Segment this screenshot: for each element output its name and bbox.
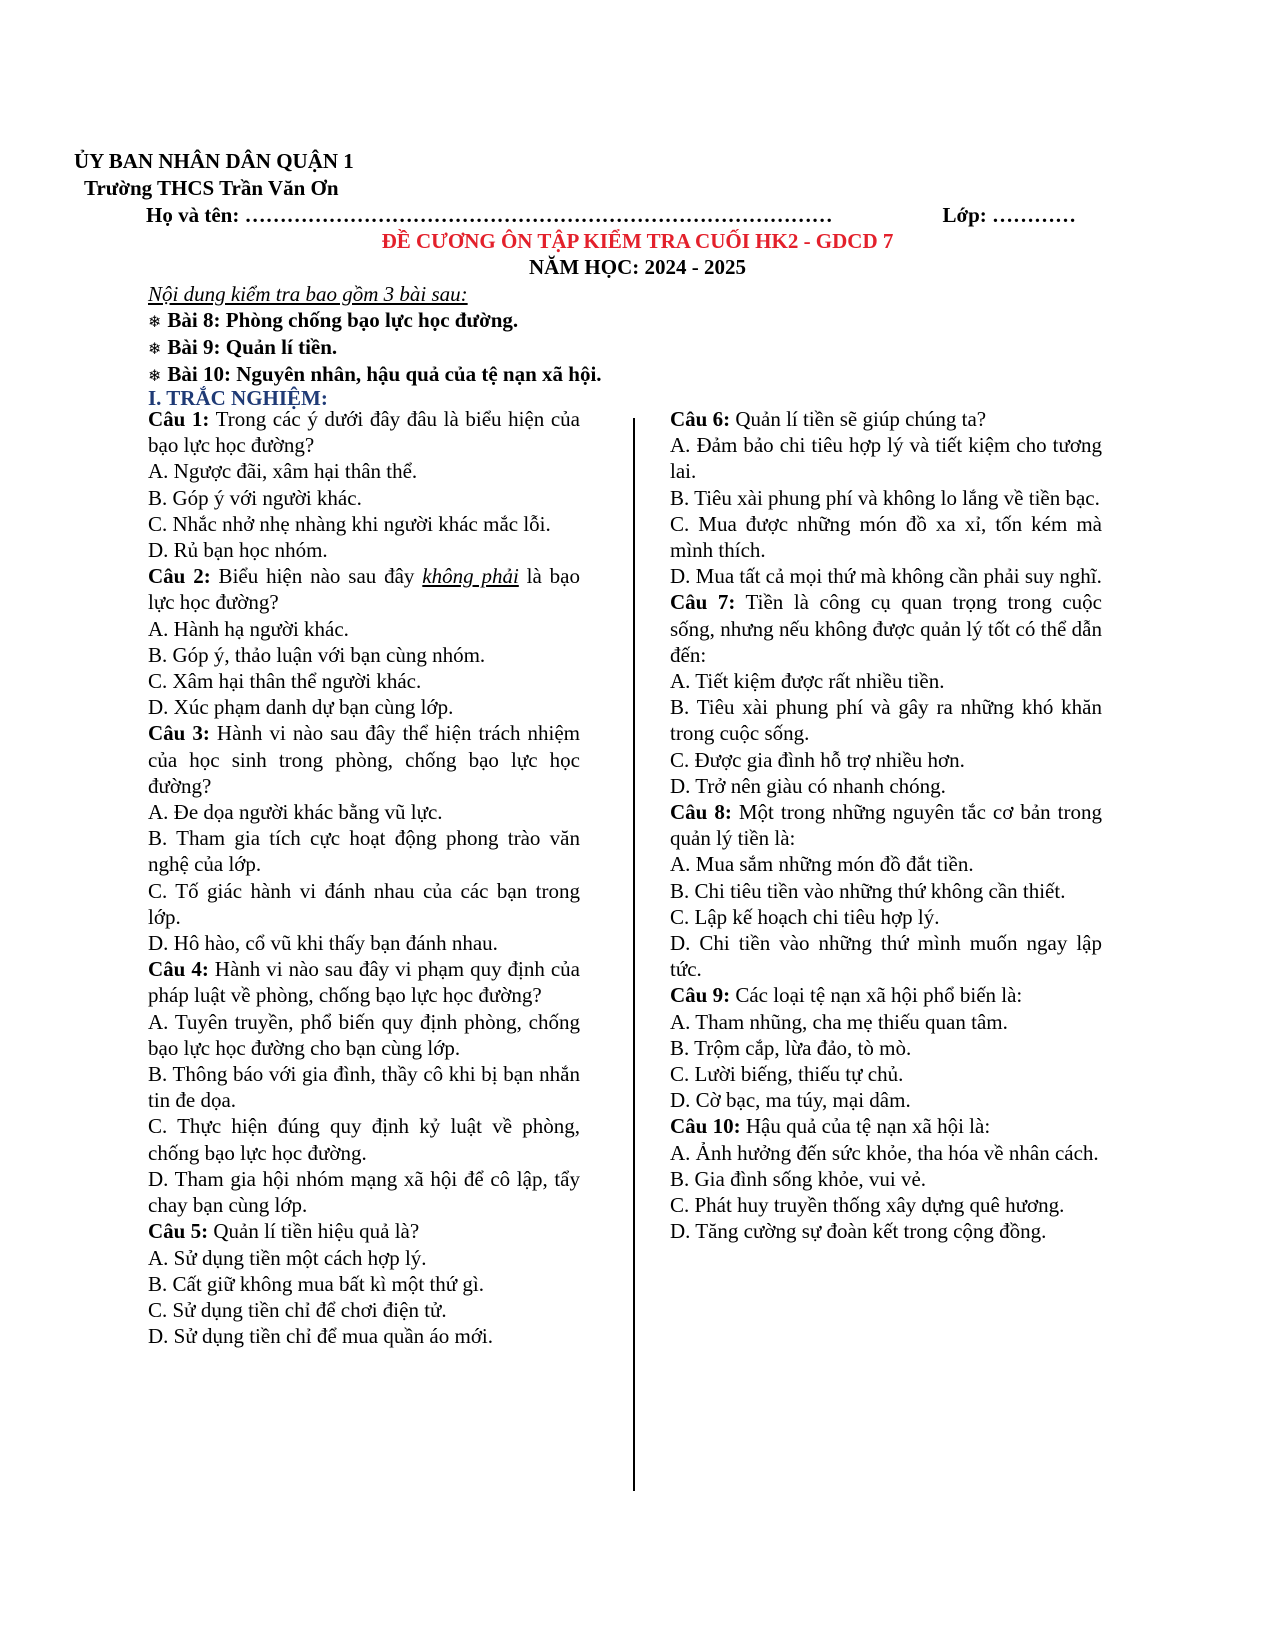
question-label: Câu 6: <box>670 407 731 431</box>
option: C. Xâm hại thân thể người khác. <box>148 669 422 694</box>
option: A. Ảnh hưởng đến sức khỏe, tha hóa về nhân cách. <box>670 1140 1099 1165</box>
question-label: Câu 7: <box>670 590 736 615</box>
option: A. Hành hạ người khác. <box>148 616 349 641</box>
committee-name: ỦY BAN NHÂN DÂN QUẬN 1 <box>74 149 354 173</box>
snowflake-icon: ❄ <box>148 366 162 385</box>
lesson-text: Bài 10: Nguyên nhân, hậu quả của tệ nạn xã hội. <box>167 362 602 386</box>
option: C. Lười biếng, thiếu tự chủ. <box>670 1062 904 1087</box>
question-emphasis: không phải <box>422 564 519 589</box>
question-text: là bạo lực học đường? <box>148 564 581 615</box>
option: C. Thực hiện đúng quy định kỷ luật về phòng, chống bạo lực học đường. <box>148 1114 580 1165</box>
option: B. Góp ý, thảo luận với bạn cùng nhóm. <box>148 642 486 667</box>
question-label: Câu 1: <box>148 407 210 431</box>
option: A. Tuyên truyền, phổ biến quy định phòng, chống bạo lực học đường cho bạn cùng lớp. <box>148 1009 580 1060</box>
option: B. Tiêu xài phung phí và gây ra những khó khăn trong cuộc sống. <box>670 695 1102 746</box>
question-text: Hậu quả của tệ nạn xã hội là: <box>740 1114 991 1139</box>
question-text: Một trong những nguyên tắc cơ bản trong quản lý tiền là: <box>670 800 1103 851</box>
question-5 <box>148 1218 580 1244</box>
question-label: Câu 4: <box>148 957 209 982</box>
option: A. Sử dụng tiền một cách hợp lý. <box>148 1245 427 1270</box>
section-title: I. TRẮC NGHIỆM: <box>148 386 328 410</box>
question-3 <box>148 720 580 799</box>
option: B. Chi tiêu tiền vào những thứ không cần thiết. <box>670 878 1066 903</box>
question-1 <box>148 406 580 458</box>
option: B. Gia đình sống khỏe, vui vẻ. <box>670 1166 927 1191</box>
option: A. Tham nhũng, cha mẹ thiếu quan tâm. <box>670 1009 1008 1034</box>
question-9 <box>670 982 1102 1008</box>
question-7 <box>670 589 1102 668</box>
question-8 <box>670 799 1102 851</box>
option: B. Trộm cắp, lừa đảo, tò mò. <box>670 1035 912 1060</box>
question-label: Câu 10: <box>670 1114 741 1139</box>
question-6 <box>670 406 1102 432</box>
question-2 <box>148 563 580 615</box>
lesson-item <box>148 334 337 362</box>
question-text: Hành vi nào sau đây vi phạm quy định của pháp luật về phòng, chống bạo lực học đường? <box>148 957 581 1008</box>
option: C. Sử dụng tiền chỉ để chơi điện tử. <box>148 1297 447 1322</box>
questions-right-column <box>670 406 1102 1245</box>
option: D. Trở nên giàu có nhanh chóng. <box>670 773 946 798</box>
document-title: ĐỀ CƯƠNG ÔN TẬP KIỂM TRA CUỐI HK2 - GDCD 7 <box>381 229 894 253</box>
question-text: Hành vi nào sau đây thể hiện trách nhiệm của học sinh trong phòng, chống bạo lực học đường? <box>148 721 580 798</box>
question-text: Biểu hiện nào sau đây <box>210 564 423 589</box>
option: C. Được gia đình hỗ trợ nhiều hơn. <box>670 747 965 772</box>
option: D. Xúc phạm danh dự bạn cùng lớp. <box>148 695 454 720</box>
option: B. Tiêu xài phung phí và không lo lắng về tiền bạc. <box>670 485 1100 510</box>
option: C. Tố giác hành vi đánh nhau của các bạn trong lớp. <box>148 878 580 929</box>
option: D. Tăng cường sự đoàn kết trong cộng đồng. <box>670 1219 1047 1244</box>
option: C. Mua được những món đồ xa xỉ, tốn kém mà mình thích. <box>670 511 1102 563</box>
name-label: Họ và tên: ………………………………………………………………………… <box>146 203 833 227</box>
school-name: Trường THCS Trần Văn Ơn <box>84 176 339 200</box>
option: D. Rủ bạn học nhóm. <box>148 538 328 563</box>
class-label: Lớp: ………… <box>942 203 1076 227</box>
option: B. Góp ý với người khác. <box>148 485 362 510</box>
option: C. Phát huy truyền thống xây dựng quê hương. <box>670 1193 1065 1218</box>
option: D. Tham gia hội nhóm mạng xã hội để cô lập, tẩy chay bạn cùng lớp. <box>148 1166 580 1218</box>
option: A. Đảm bảo chi tiêu hợp lý và tiết kiệm cho tương lai. <box>670 433 1102 484</box>
question-label: Câu 9: <box>670 983 731 1008</box>
question-label: Câu 2: <box>148 564 211 589</box>
option: C. Nhắc nhở nhẹ nhàng khi người khác mắc lỗi. <box>148 511 551 536</box>
option: A. Ngược đãi, xâm hại thân thể. <box>148 459 418 484</box>
question-text: Quản lí tiền hiệu quả là? <box>208 1219 420 1244</box>
question-text: Trong các ý dưới đây đâu là biểu hiện của bạo lực học đường? <box>148 407 580 458</box>
option: D. Mua tất cả mọi thứ mà không cần phải suy nghĩ. <box>670 564 1102 589</box>
option: C. Lập kế hoạch chi tiêu hợp lý. <box>670 904 940 929</box>
option: B. Cất giữ không mua bất kì một thứ gì. <box>148 1271 484 1296</box>
question-text: Tiền là công cụ quan trọng trong cuộc sống, nhưng nếu không được quản lý tốt có thể dẫn đến: <box>670 590 1103 667</box>
option: A. Đe dọa người khác bằng vũ lực. <box>148 800 443 825</box>
question-label: Câu 3: <box>148 721 210 746</box>
school-year: NĂM HỌC: 2024 - 2025 <box>529 255 746 279</box>
option: B. Tham gia tích cực hoạt động phong trào văn nghệ của lớp. <box>148 826 580 877</box>
option: A. Mua sắm những món đồ đắt tiền. <box>670 852 974 877</box>
option: D. Hô hào, cổ vũ khi thấy bạn đánh nhau. <box>148 931 498 956</box>
snowflake-icon: ❄ <box>148 312 162 331</box>
question-label: Câu 8: <box>670 800 732 825</box>
question-label: Câu 5: <box>148 1219 209 1244</box>
question-10 <box>670 1113 1102 1139</box>
column-divider <box>633 418 635 1491</box>
option: D. Cờ bạc, ma túy, mại dâm. <box>670 1088 911 1113</box>
lesson-text: Bài 9: Quản lí tiền. <box>167 335 338 359</box>
lesson-item <box>148 307 518 335</box>
snowflake-icon: ❄ <box>148 339 162 358</box>
student-info-line <box>146 202 1076 228</box>
option: A. Tiết kiệm được rất nhiều tiền. <box>670 669 945 694</box>
question-4 <box>148 956 580 1008</box>
option: D. Sử dụng tiền chỉ để mua quần áo mới. <box>148 1324 494 1349</box>
content-intro: Nội dung kiểm tra bao gồm 3 bài sau: <box>148 282 468 306</box>
question-text: Quản lí tiền sẽ giúp chúng ta? <box>730 407 987 431</box>
question-text: Các loại tệ nạn xã hội phổ biến là: <box>730 983 1023 1008</box>
questions-left-column <box>148 406 580 1349</box>
lesson-text: Bài 8: Phòng chống bạo lực học đường. <box>167 308 519 332</box>
option: D. Chi tiền vào những thứ mình muốn ngay lập tức. <box>670 931 1102 982</box>
option: B. Thông báo với gia đình, thầy cô khi bị bạn nhắn tin đe dọa. <box>148 1062 580 1113</box>
